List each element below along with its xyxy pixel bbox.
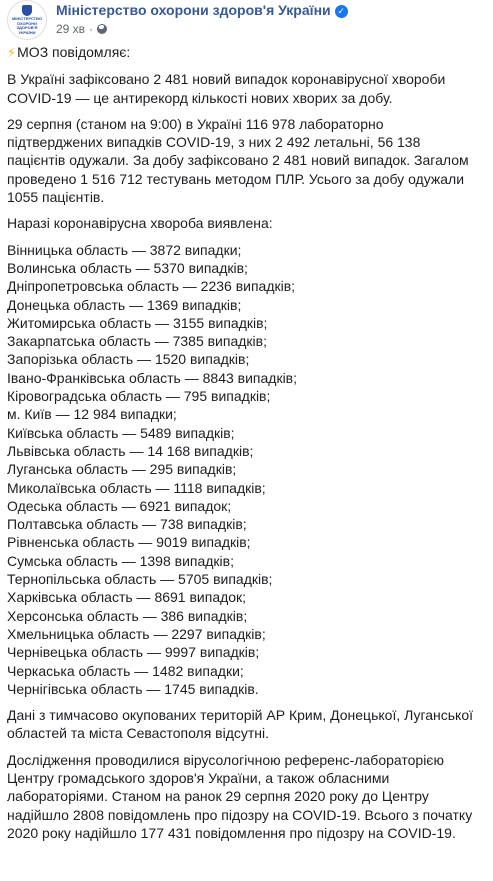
- text-line: Дані з тимчасово окупованих територій АР Крим, Донецької, Луганської: [7, 707, 474, 724]
- list-item: Вінницька область — 3872 випадки;: [7, 241, 242, 258]
- list-item: Хмельницька область — 2297 випадків;: [7, 625, 266, 642]
- text-line: надійшло 2808 повідомлень про підозру на COVID-19. Всього з початку: [7, 806, 473, 823]
- page-avatar[interactable]: [7, 0, 47, 40]
- list-item: Донецька область — 1369 випадків;: [7, 296, 242, 313]
- list-item: Тернопільська область — 5705 випадків;: [7, 571, 273, 588]
- text-line: лабораторіями. Станом на ранок 29 серпня 2020 року до Центру: [7, 788, 429, 805]
- list-item: Дніпропетровська область — 2236 випадків;: [7, 278, 296, 295]
- post-body: [7, 43, 493, 842]
- intro-paragraph: [7, 70, 493, 107]
- list-item: Черкаська область — 1482 випадки;: [7, 662, 244, 679]
- text-line: областей та міста Севастополя відсутні.: [7, 725, 270, 742]
- list-item: Одеська область — 6921 випадок;: [7, 497, 232, 514]
- text-line: 29 серпня (станом на 9:00) в Україні 116 978 лабораторно: [7, 115, 384, 132]
- text-line: Центру громадського здоров'я України, а також обласними: [7, 769, 390, 786]
- verified-badge-icon: ✓: [335, 5, 348, 18]
- announce-line: ⚡МОЗ повідомляє:: [7, 43, 493, 62]
- post-header: [7, 0, 493, 40]
- list-item: м. Київ — 12 984 випадки;: [7, 406, 177, 423]
- post-timestamp[interactable]: 29 хв: [56, 22, 86, 36]
- list-item: Львівська область — 14 168 випадків;: [7, 442, 254, 459]
- research-paragraph: [7, 751, 493, 842]
- globe-icon[interactable]: [97, 24, 107, 34]
- text-line: COVID-19 — це антирекорд кількості нових хворих за добу.: [7, 89, 393, 106]
- text-line: В Україні зафіксовано 2 481 новий випадок коронавірусної хвороби: [7, 71, 446, 88]
- list-item: Полтавська область — 738 випадків;: [7, 516, 247, 533]
- page-name-link[interactable]: [56, 2, 348, 18]
- regions-list: [7, 241, 493, 698]
- text-line: проведено 1 516 712 тестувань методом ПЛР. Усього за добу одужали: [7, 170, 465, 187]
- meta-separator: ·: [89, 22, 94, 36]
- lightning-bolt-icon: ⚡: [7, 45, 17, 60]
- coat-of-arms-icon: [22, 5, 32, 16]
- list-item: Сумська область — 1398 випадків;: [7, 552, 234, 569]
- regions-header: Наразі коронавірусна хвороба виявлена:: [7, 215, 273, 232]
- list-item: Івано-Франківська область — 8843 випадків;: [7, 369, 298, 386]
- list-item: Чернігівська область — 1745 випадків.: [7, 680, 259, 697]
- text-line: підтверджених випадків COVID-19, з них 2 492 летальні, 56 138: [7, 134, 421, 151]
- list-item: Київська область — 5489 випадків;: [7, 424, 235, 441]
- stats-paragraph: [7, 115, 493, 206]
- text-line: Дослідження проводилися вірусологічною референс-лабораторією: [7, 751, 444, 768]
- list-item: Рівненська область — 9019 випадків;: [7, 534, 251, 551]
- list-item: Житомирська область — 3155 випадків;: [7, 314, 268, 331]
- text-line: 2020 року надійшло 177 431 повідомлення про підозру на COVID-19.: [7, 824, 456, 841]
- list-item: Херсонська область — 386 випадків;: [7, 607, 248, 624]
- list-item: Луганська область — 295 випадків;: [7, 461, 237, 478]
- avatar-logo-text: МІНІСТЕРСТВО ОХОРОНИ ЗДОРОВ'Я УКРАЇНИ: [11, 16, 43, 35]
- list-item: Чернівецька область — 9997 випадків;: [7, 644, 260, 661]
- occupied-paragraph: [7, 706, 493, 743]
- post-meta: [56, 22, 107, 36]
- list-item: Миколаївська область — 1118 випадків;: [7, 479, 266, 496]
- list-item: Запорізька область — 1520 випадків;: [7, 351, 250, 368]
- list-item: Кіровоградська область — 795 випадків;: [7, 388, 271, 405]
- list-item: Закарпатська область — 7385 випадків;: [7, 333, 267, 350]
- list-item: Волинська область — 5370 випадків;: [7, 259, 248, 276]
- text-line: 1055 пацієнтів.: [7, 189, 105, 206]
- list-item: Харківська область — 8691 випадок;: [7, 589, 247, 606]
- page-name[interactable]: Міністерство охорони здоров'я України: [56, 2, 331, 18]
- text-line: пацієнтів одужали. За добу зафіксовано 2 481 новий випадок. Загалом: [7, 152, 469, 169]
